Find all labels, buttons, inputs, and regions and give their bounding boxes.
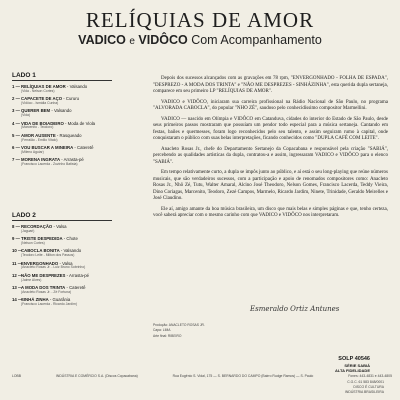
- track-title: ENVERGONHADO: [21, 260, 59, 266]
- liner-paragraph: VADICO e VIDÔCO, iniciaram sua carreira profissional na Rádio Nacional de São Paulo, no programa "ALVORADA CABOCLA", do popular "NHO ZÉ", saudoso pelo conhecidíssimo compositor Marmellini.: [153, 99, 388, 111]
- track-number: 9 —: [12, 236, 20, 242]
- side-2-tracklist: [12, 212, 137, 310]
- track-number: 2 —: [12, 96, 20, 102]
- accompaniment: Com Acompanhamento: [191, 33, 322, 47]
- track-number: 7 —: [12, 157, 20, 163]
- footer-right: [345, 380, 384, 394]
- artist-2: VIDÔCO: [138, 33, 188, 47]
- track-credit: (Francisco Lacerda - Ricardo Jardim): [21, 302, 77, 307]
- track-genre: Moda de Viola: [67, 120, 96, 126]
- track-item: 3 —QUERER BEM - Valsando (Vida): [12, 109, 137, 117]
- producer-label: Produção:: [153, 323, 169, 327]
- track-genre: Valsando: [63, 248, 82, 254]
- track-title: TRISTE DESPEDIDA: [21, 236, 63, 242]
- liner-paragraph: VADICO — nascido em Olímpia e VIDÔCO em Catanduva, cidades do interior do Estado de São Paulo, desde seus primeiros passos mostraram que possuíam um pendor todo especial para a música sertaneja. Cantando em festas, bailes e quermesses, foram logo reconhecidos pelo seu talento, e assim seguiram rumo à capital, onde conquistaram o público com suas belas interpretações, ficando conhecidos como "DUPLA CAFÉ COM LEITE".: [153, 116, 388, 141]
- track-credit: (Ferraião - Emilio Vitalo): [21, 137, 58, 142]
- catalog-block: [335, 356, 370, 374]
- track-genre: Valsando: [53, 108, 72, 114]
- album-title: RELÍQUIAS DE AMOR: [85, 8, 315, 32]
- track-genre: Arrasta-pé: [69, 272, 90, 278]
- track-credit: (Marcenito - Teodoro): [21, 125, 54, 130]
- footer-cgc: C.G.C. 61 583 848/0001: [347, 380, 384, 384]
- layout-label: Arte final:: [153, 333, 167, 338]
- liner-paragraph: Anacleto Rosas Jr., chefe do Departamento Sertanejo da Copacabana e responsável pela criação "SABIÁ", percebendo as qualidades artísticas da dupla, contratou-a e assim, ingressaram VADICO e VIDÔCO para o elenco "SABIÁ".: [153, 146, 388, 165]
- track-genre: Rasqueado: [59, 132, 82, 138]
- track-genre: Cururu: [65, 96, 80, 102]
- track-number: 5 —: [12, 132, 20, 138]
- footer-slogan: DISCO É CULTURA: [353, 384, 384, 389]
- track-item: 8 —RECORDAÇÃO - Valsa (Jaguari): [12, 225, 137, 233]
- track-item: 7 —MORENA INGRATA - Arrasta-pé (Francisco Lacerda - Zuzinho Batista): [12, 158, 137, 166]
- track-title: VIDA DE BOIADEIRO: [21, 120, 64, 126]
- side-2-label: LADO 2: [12, 212, 112, 221]
- track-item: 10 —CABOCLA BONITA - Valsando (Teodoro Leite - Milton dos Passos): [12, 249, 137, 257]
- track-item: 12 —NÃO ME DESPREZES - Arrasta-pé (Jaime Alves): [12, 274, 137, 282]
- track-number: 10 —: [12, 248, 23, 254]
- footer-code: LOBB: [12, 374, 22, 378]
- side-1-label: LADO 1: [12, 72, 112, 81]
- catalog-series: SÉRIE SABIÁ: [344, 363, 370, 369]
- liner-paragraph: Ele aí, amigo amante da boa música brasileira, um disco que mais belas e simples páginas e que, tenho certeza, você saberá apreciar com o mesmo carinho com que VADICO e VIDÔCO nos interpretaram.: [153, 206, 388, 218]
- track-credit: (Vida): [21, 113, 30, 118]
- track-item: 9 —TRISTE DESPEDIDA - Chote (Nelson Cortes): [12, 237, 137, 245]
- track-number: 8 —: [12, 224, 20, 229]
- artist-1: VADICO: [78, 33, 126, 47]
- liner-notes: [153, 76, 388, 224]
- track-credit: (Jaguari): [21, 228, 35, 233]
- footer-phone: Fones: 443-4831 e 443-4805: [348, 374, 392, 378]
- track-credit: (Anacleto Rosas Jr. - Luiz Bruno Sobrinho): [21, 265, 86, 270]
- track-title: CAPACETE DE AÇO: [21, 96, 63, 102]
- production-credits: [153, 323, 205, 339]
- cover-value: LIMA: [162, 328, 171, 333]
- signature: Esmeraldo Ortiz Antunes: [250, 305, 340, 313]
- track-item: 6 —VOU BUSCAR A MINEIRA - Cateretê (Mileno Aguiar): [12, 146, 137, 154]
- track-number: 14 —: [12, 297, 23, 303]
- track-number: 6 —: [12, 145, 20, 151]
- side-1-tracklist: [12, 72, 137, 170]
- track-title: NÃO ME DESPREZES: [21, 272, 66, 278]
- footer-industria: INDÚSTRIA BRASILEIRA: [344, 389, 384, 394]
- track-genre: Guarânia: [52, 297, 71, 303]
- track-credit: (Francisco Lacerda - Zuzinho Batista): [21, 162, 78, 167]
- track-title: AMOR AUSENTE: [21, 132, 56, 138]
- footer-company: INDÚSTRIA E COMÉRCIO S.A. (Discos Copacabana): [55, 374, 138, 378]
- track-genre: Valsando: [69, 84, 88, 89]
- track-title: RELÍQUIAS DE AMOR: [21, 84, 66, 89]
- track-genre: Valsa: [62, 260, 73, 266]
- track-title: SINHÁ ZINHA: [21, 297, 49, 303]
- footer-line: [12, 374, 392, 378]
- track-item: 2 —CAPACETE DE AÇO - Cururu (Vidôco - Ismália Cunha): [12, 97, 137, 105]
- catalog-number: SOLP 40546: [338, 356, 370, 362]
- track-title: MORENA INGRATA: [21, 157, 61, 163]
- track-number: 13 —: [12, 285, 23, 291]
- track-title: CABOCLA BONITA: [21, 248, 60, 254]
- track-genre: Valsa: [56, 224, 67, 229]
- layout-value: RIBEIRO: [167, 333, 182, 338]
- liner-paragraph: Em tempo relativamente curto, a dupla se impôs junto ao público, e aí está o seu long-playing que reúne números musicais, que são verdadeiros sucessos, com a participação e apoio de renomados compositores como: Anacleto Rosas Jr., Nhô Zé, Tutu, Walter Amaral, Alcino José Theodoro, Nelson Gomes, Francisco Lacerda, Teddy Vieira, Dino Coriagas, Marcenito, Teodoro, Zezé Campos, Marmelo, Ricardo Jardim, Ninete, Trinidade, Geraldo Meirelles e José Claudino.: [153, 170, 388, 201]
- track-title: RECORDAÇÃO: [21, 224, 53, 229]
- producer-value: ANACLETO ROSAS JR.: [168, 323, 205, 327]
- album-subtitle: [0, 33, 400, 47]
- track-item: 11 —ENVERGONHADO - Valsa (Anacleto Rosas Jr. - Luiz Bruno Sobrinho): [12, 262, 137, 270]
- track-number: 4 —: [12, 120, 20, 126]
- track-number: 11 —: [12, 260, 23, 266]
- track-credit: (Vida - Nelson Cortes): [21, 88, 55, 93]
- track-number: 1 —: [12, 84, 20, 89]
- and-word: e: [129, 36, 135, 47]
- track-item: 14 —SINHÁ ZINHA - Guarânia (Francisco Lacerda - Ricardo Jardim): [12, 298, 137, 306]
- track-credit: (Teodoro Leite - Milton dos Passos): [21, 253, 75, 258]
- track-credit: (Vidôco - Ismália Cunha): [21, 101, 59, 105]
- track-item: 13 —A MODA DOS TRINTA - Cateretê (Anacleto Rosas Jr. - Zé Fortuna): [12, 286, 137, 294]
- track-item: 5 —AMOR AUSENTE - Rasqueado (Ferraião - Emilio Vitalo): [12, 134, 137, 142]
- liner-paragraph: Depois dos sucessos alcançados com as gravações em 78 rpm, "ENVERGONHADO - FOLHA DE ESPADA", "DESPREZO - A MODA DOS TRINTA" e "NÃO ME DESPREZES - SINHÁZINHA", esta querida dupla sertaneja, comparece em seu primeiro LP "RELÍQUIAS DE AMOR".: [153, 76, 388, 94]
- track-credit: (Nelson Cortes): [21, 241, 45, 245]
- track-credit: (Mileno Aguiar): [21, 149, 44, 154]
- track-genre: Chote: [66, 236, 78, 242]
- catalog-note: ALTA FIDELIDADE: [334, 368, 370, 374]
- track-number: 3 —: [12, 108, 20, 114]
- track-item: 4 —VIDA DE BOIADEIRO - Moda de Viola (Marcenito - Teodoro): [12, 122, 137, 130]
- track-number: 12 —: [12, 272, 23, 278]
- track-genre: Arrasta-pé: [63, 157, 84, 163]
- cover-label: Capa:: [153, 328, 162, 333]
- track-genre: Cateretê: [69, 285, 86, 291]
- track-credit: (Jaime Alves): [21, 277, 42, 282]
- track-title: QUERER BEM: [21, 108, 51, 114]
- track-credit: (Anacleto Rosas Jr. - Zé Fortuna): [21, 289, 72, 294]
- track-title: VOU BUSCAR A MINEIRA: [21, 145, 74, 151]
- track-title: A MODA DOS TRINTA: [21, 285, 66, 291]
- track-item: 1 —RELÍQUIAS DE AMOR - Valsando (Vida - Nelson Cortes): [12, 85, 137, 93]
- footer-address: Rua Eugênio S. Vidal, 175 — S. BERNARDO DO CAMPO (Bairro Rudge Ramos) — S. Paulo: [172, 374, 314, 378]
- track-genre: Cateretê: [77, 145, 94, 151]
